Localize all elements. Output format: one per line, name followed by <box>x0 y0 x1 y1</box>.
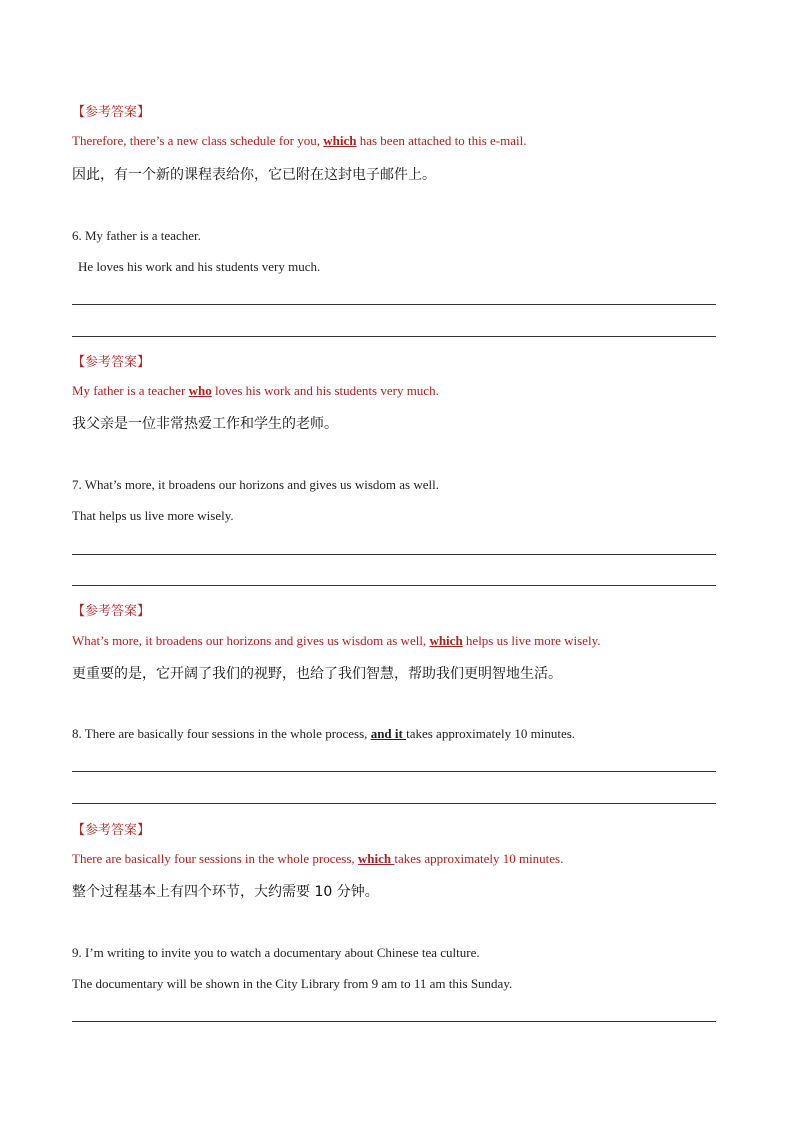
answer-translation: 整个过程基本上有四个环节，大约需要 10 分钟。 <box>72 884 379 900</box>
answer-heading: 【参考答案】 <box>72 355 151 370</box>
question-keyword: and it <box>370 726 407 741</box>
question-9-line2: The documentary will be shown in the City Library from 9 am to 11 am this Sunday. <box>72 976 513 991</box>
answer-keyword: which <box>323 133 357 148</box>
answer-sentence: Therefore, there’s a new class schedule for you, which has been attached to this e-mail. <box>72 133 527 148</box>
answer-sentence: There are basically four sessions in the whole process, which takes approximately 10 minutes. <box>72 851 564 866</box>
answer-blank-line <box>72 336 716 337</box>
answer-sentence: My father is a teacher who loves his work and his students very much. <box>72 383 439 398</box>
answer-blank-line <box>72 1021 716 1022</box>
answer-blank-line <box>72 554 716 555</box>
question-7-line2: That helps us live more wisely. <box>72 508 234 523</box>
answer-keyword: which <box>429 633 463 648</box>
answer-heading: 【参考答案】 <box>72 604 151 619</box>
question-6-line2: He loves his work and his students very much. <box>78 259 321 274</box>
question-8-line1: 8. There are basically four sessions in the whole process, and it takes approximately 10 minutes. <box>72 726 576 741</box>
answer-heading: 【参考答案】 <box>72 823 151 838</box>
answer-blank-line <box>72 304 716 305</box>
answer-translation: 因此，有一个新的课程表给你，它已附在这封电子邮件上。 <box>72 167 436 183</box>
answer-keyword: which <box>357 851 395 866</box>
answer-sentence: What’s more, it broadens our horizons and gives us wisdom as well, which helps us live more wisely. <box>72 633 601 648</box>
answer-keyword: who <box>188 383 212 398</box>
question-7-line1: 7. What’s more, it broadens our horizons and gives us wisdom as well. <box>72 477 439 492</box>
answer-translation: 更重要的是，它开阔了我们的视野，也给了我们智慧，帮助我们更明智地生活。 <box>72 666 562 682</box>
question-9-line1: 9. I’m writing to invite you to watch a documentary about Chinese tea culture. <box>72 945 480 960</box>
answer-blank-line <box>72 585 716 586</box>
answer-translation: 我父亲是一位非常热爱工作和学生的老师。 <box>72 416 338 432</box>
question-6-line1: 6. My father is a teacher. <box>72 228 201 243</box>
answer-blank-line <box>72 803 716 804</box>
answer-heading: 【参考答案】 <box>72 105 151 120</box>
answer-blank-line <box>72 771 716 772</box>
